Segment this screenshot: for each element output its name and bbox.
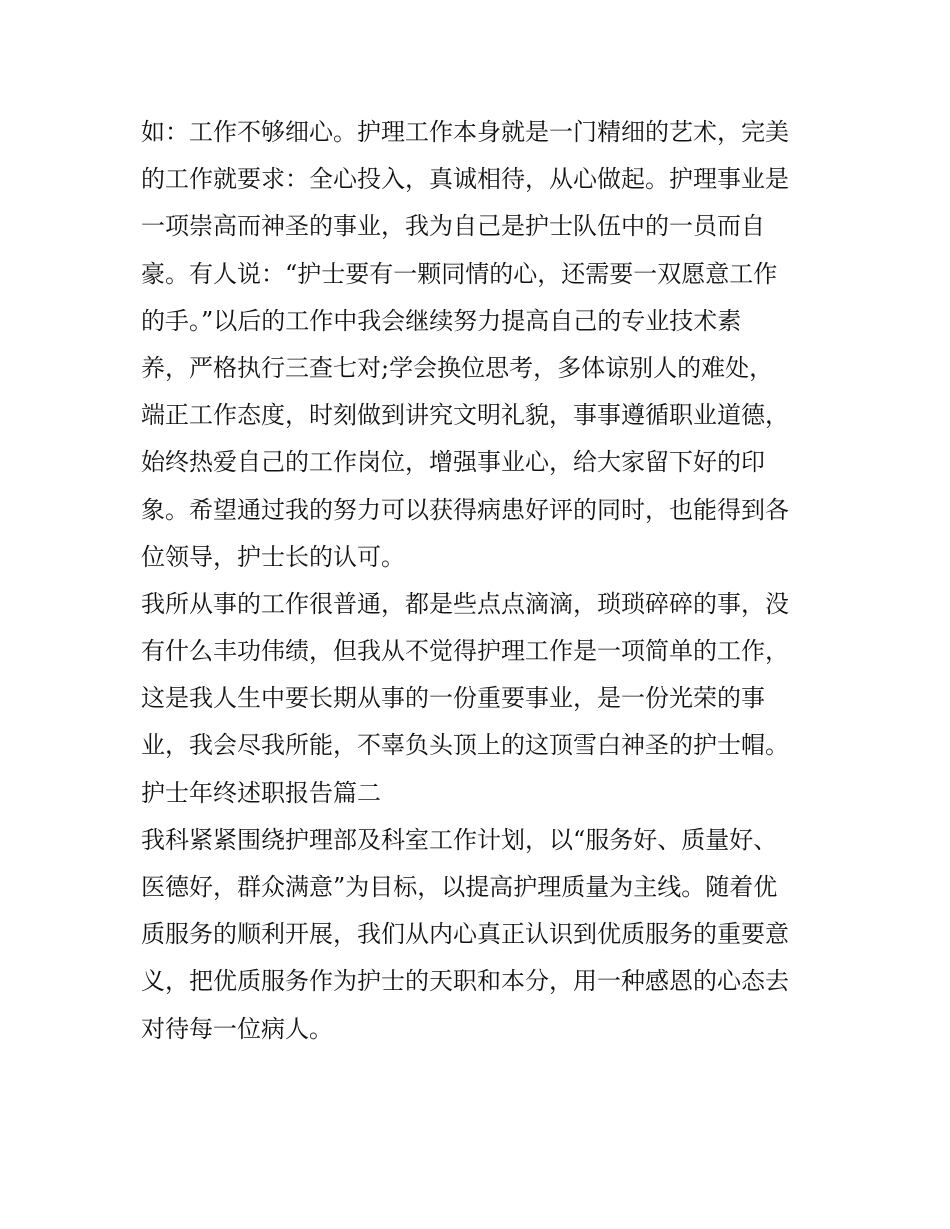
text-line: 象。希望通过我的努力可以获得病患好评的同时，也能得到各	[141, 495, 789, 524]
text-line: 医德好，群众满意”为目标，以提高护理质量为主线。随着优	[141, 873, 778, 901]
text-line: 业，我会尽我所能，不辜负头顶上的这顶雪白神圣的护士帽。	[141, 731, 789, 760]
text-line: 位领导，护士长的认可。	[141, 542, 405, 571]
text-line: 的工作就要求：全心投入，真诚相待，从心做起。护理事业是	[141, 165, 789, 194]
text-line: 这是我人生中要长期从事的一份重要事业，是一份光荣的事	[141, 684, 765, 713]
text-line: 养，严格执行三查七对;学会换位思考，多体谅别人的难处，	[141, 353, 774, 382]
section-heading: 护士年终述职报告篇二	[141, 778, 381, 807]
document-body	[141, 109, 821, 1053]
text-line: 有什么丰功伟绩，但我从不觉得护理工作是一项简单的工作，	[141, 637, 789, 666]
text-line: 一项崇高而神圣的事业，我为自己是护士队伍中的一员而自	[141, 212, 765, 241]
text-line: 对待每一位病人。	[141, 1014, 333, 1043]
text-line: 质服务的顺利开展，我们从内心真正认识到优质服务的重要意	[141, 920, 789, 949]
text-line: 如：工作不够细心。护理工作本身就是一门精细的艺术，完美	[141, 118, 789, 146]
text-line: 豪。有人说：“护士要有一颗同情的心，还需要一双愿意工作	[141, 259, 778, 288]
text-line: 我所从事的工作很普通，都是些点点滴滴，琐琐碎碎的事，没	[141, 589, 789, 618]
text-line: 我科紧紧围绕护理部及科室工作计划，以“服务好、质量好、	[141, 825, 778, 854]
text-line: 的手。”以后的工作中我会继续努力提高自己的专业技术素	[141, 306, 742, 335]
text-line: 始终热爱自己的工作岗位，增强事业心，给大家留下好的印	[141, 448, 765, 477]
text-line: 义，把优质服务作为护士的天职和本分，用一种感恩的心态去	[141, 967, 789, 996]
text-line: 端正工作态度，时刻做到讲究文明礼貌，事事遵循职业道德，	[141, 401, 789, 430]
